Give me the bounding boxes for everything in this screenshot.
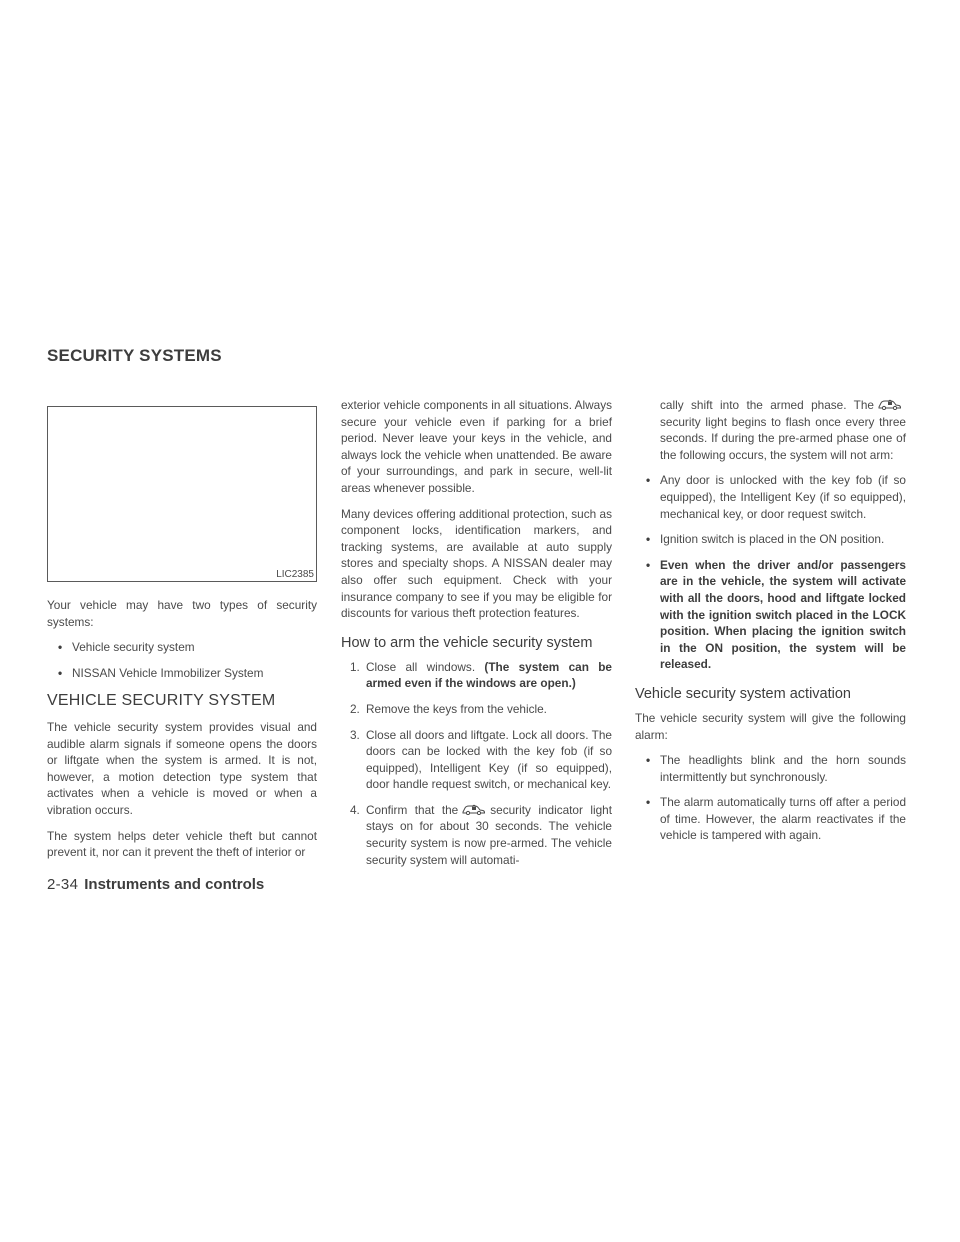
paragraph: Many devices offering additional protection, such as component locks, identification markers, and tracking systems, are available at auto supply stores and specialty shops. A NISSAN dealer may also offer such equipment. Check with your insurance company to see if you may be eligible for discounts for various theft protection features. <box>341 506 612 621</box>
list-item: • Vehicle security system <box>58 640 195 655</box>
column-3 <box>635 397 906 853</box>
bullet-icon: • <box>58 665 63 680</box>
intro-paragraph: Your vehicle may have two types of security systems: <box>47 598 317 629</box>
paragraph: exterior vehicle components in all situations. Always secure your vehicle even if parking for a brief period. Never leave your keys in the vehicle, and always lock the vehicle when unattended. Be aware of your surroundings, and park in secure, well-lit areas whenever possible. <box>341 398 612 495</box>
car-lock-icon <box>877 398 903 410</box>
page-footer <box>47 876 264 893</box>
arming-steps-list <box>341 659 612 869</box>
column-1 <box>47 597 317 870</box>
section-title: SECURITY SYSTEMS <box>47 346 222 365</box>
chapter-title: Instruments and controls <box>84 876 265 893</box>
paragraph: The vehicle security system will give the following alarm: <box>635 710 906 742</box>
step-continuation: cally shift into the armed phase. Thesecurity light begins to flash once every three seconds. If during the pre-armed phase one of the following occurs, the system will not arm: <box>660 398 906 462</box>
bullet-icon: • <box>646 473 651 488</box>
section-heading: VEHICLE SECURITY SYSTEM <box>47 692 276 710</box>
list-item: 4. Confirm that the security indicator light stays on for about 30 seconds. The vehicle security system is now pre-armed. The vehicle security system will automati- <box>350 802 612 867</box>
list-item: • The headlights blink and the horn sounds intermittently but synchronously. <box>646 753 906 784</box>
bullet-icon: • <box>646 795 651 810</box>
alarm-list <box>635 752 906 844</box>
figure-label: LIC2385 <box>276 569 314 580</box>
list-item: • NISSAN Vehicle Immobilizer System <box>58 665 264 680</box>
bullet-icon: • <box>646 557 651 572</box>
paragraph: The vehicle security system provides visual and audible alarm signals if someone opens the doors or liftgate when the system is armed. It is not, however, a motion detection type system that activates when a vehicle is moved or when a vibration occurs. <box>47 719 317 817</box>
subsection-heading: How to arm the vehicle security system <box>341 634 593 651</box>
list-item: • Ignition switch is placed in the ON position. <box>646 532 885 547</box>
list-item: • Any door is unlocked with the key fob (if so equipped), the Intelligent Key (if so equipped), mechanical key, or door request switch. <box>646 473 906 521</box>
car-lock-icon <box>461 803 487 815</box>
bullet-icon: • <box>58 640 63 655</box>
page-number: 2-34 <box>47 876 79 893</box>
list-item: • Even when the driver and/or passengers are in the vehicle, the system will activate with all the doors, hood and liftgate locked with the ignition switch placed in the LOCK position. When placing the ignition switch in the ON position, the system will be released. <box>646 557 906 672</box>
list-item: 3. Close all doors and liftgate. Lock all doors. The doors can be locked with the key fob (if so equipped), Intelligent Key (if so equipped), door handle request switch, or mechanical key. <box>350 727 612 792</box>
pre-arm-cancel-list <box>635 472 906 673</box>
list-item: 2. Remove the keys from the vehicle. <box>350 701 547 716</box>
paragraph: The system helps deter vehicle theft but cannot prevent it, nor can it prevent the theft of interior or <box>47 828 317 860</box>
bullet-icon: • <box>646 532 651 547</box>
list-item: • The alarm automatically turns off after a period of time. However, the alarm reactivates if the vehicle is tampered with again. <box>646 795 906 843</box>
column-2 <box>341 397 612 877</box>
bullet-icon: • <box>646 753 651 768</box>
security-types-list <box>47 639 317 681</box>
subsection-heading: Vehicle security system activation <box>635 685 851 702</box>
list-item: 1. Close all windows. (The system can be armed even if the windows are open.) <box>350 659 612 691</box>
figure-illustration <box>47 406 317 582</box>
